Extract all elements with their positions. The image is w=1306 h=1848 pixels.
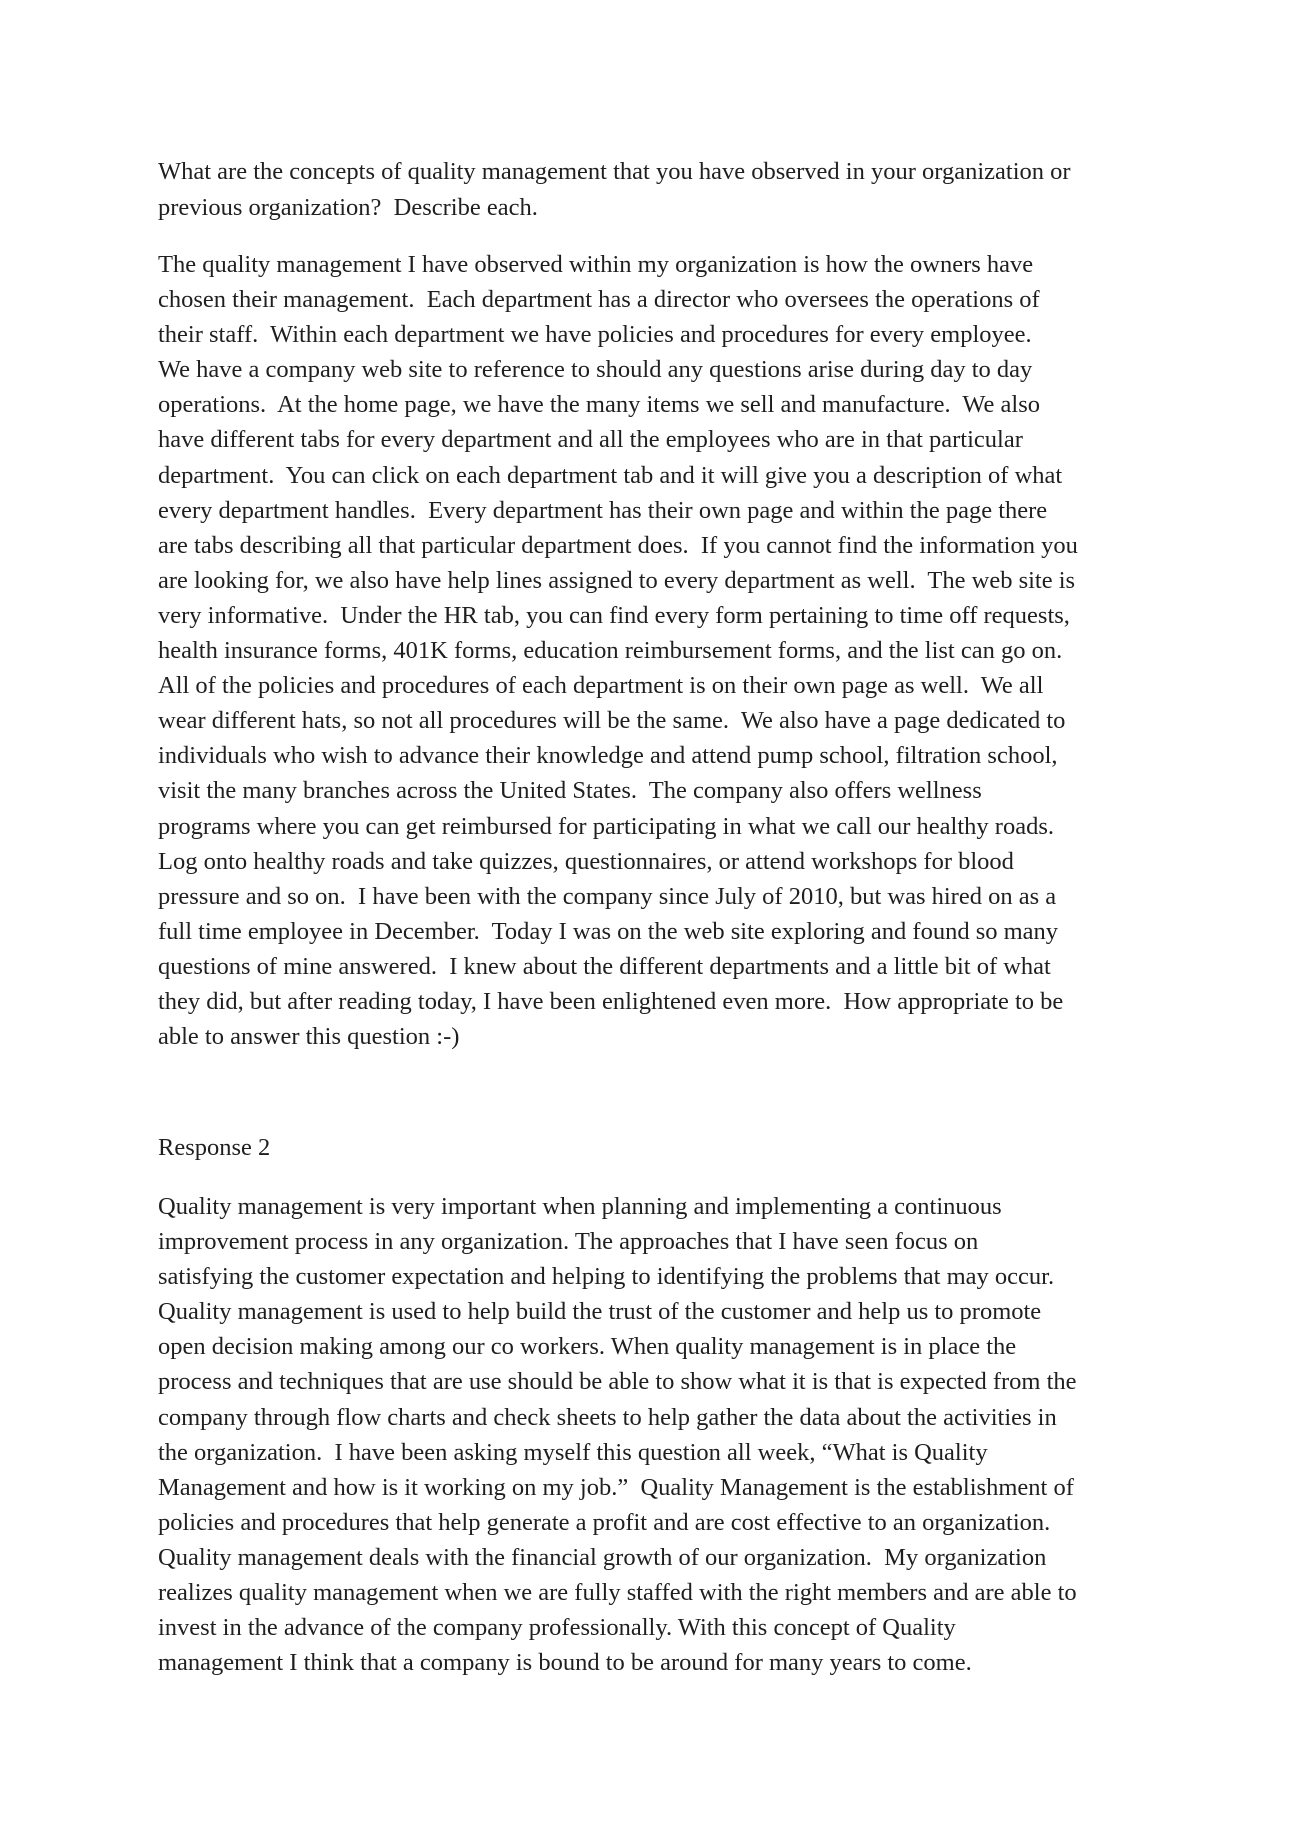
response-1-paragraph: The quality management I have observed within my organization is how the owners have chosen their management. Each department has a director who oversees the operations of their staff. Within each department we have policies and procedures for every employee. We have a company web site to reference to should any questions arise during day to day operations. At the home page, we have the many items we sell and manufacture. We also have different tabs for every department and all the employees who are in that particular department. You can click on each department tab and it will give you a description of what every department handles. Every department has their own page and within the page there are tabs describing all that particular department does. If you cannot find the information you are looking for, we also have help lines assigned to every department as well. The web site is very informative. Under the HR tab, you can find every form pertaining to time off requests, health insurance forms, 401K forms, education reimbursement forms, and the list can go on. All of the policies and procedures of each department is on their own page as well. We all wear different hats, so not all procedures will be the same. We also have a page dedicated to individuals who wish to advance their knowledge and attend pump school, filtration school, visit the many branches across the United States. The company also offers wellness programs where you can get reimbursed for participating in what we call our healthy roads. Log onto healthy roads and take quizzes, questionnaires, or attend workshops for blood pressure and so on. I have been with the company since July of 2010, but was hired on as a full time employee in December. Today I was on the web site exploring and found so many questions of mine answered. I knew about the different departments and a little bit of what they did, but after reading today, I have been enlightened even more. How appropriate to be able to answer this question :-) xyxy=(158,251,1078,1051)
response-2-paragraph: Quality management is very important when planning and implementing a continuous improvement process in any organization. The approaches that I have seen focus on satisfying the customer expectation and helping to identifying the problems that may occur. Quality management is used to help build the trust of the customer and help us to promote open decision making among our co workers. When quality management is in place the process and techniques that are use should be able to show what it is that is expected from the company through flow charts and check sheets to help gather the data about the activities in the organization. I have been asking myself this question all week, “What is Quality Management and how is it working on my job.” Quality Management is the establishment of policies and procedures that help generate a profit and are cost effective to an organization. Quality management deals with the financial growth of our organization. My organization realizes quality management when we are fully staffed with the right members and are able to invest in the advance of the company professionally. With this concept of Quality management I think that a company is bound to be around for many years to come. xyxy=(158,1193,1077,1677)
response-2-heading: Response 2 xyxy=(158,1134,271,1161)
question-paragraph: What are the concepts of quality management that you have observed in your organization or previous organization? Describe each. xyxy=(158,158,1071,221)
